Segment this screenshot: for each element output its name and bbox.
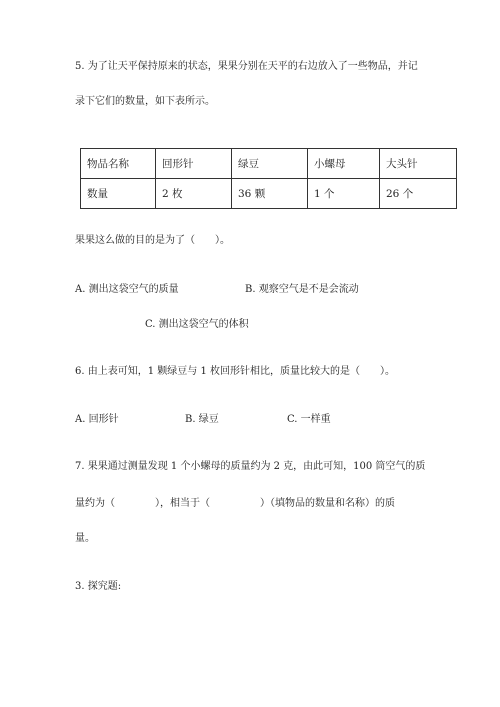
table-cell: 1 个 (308, 179, 380, 209)
items-table (80, 148, 457, 209)
q6-option-b: B. 绿豆 (185, 414, 219, 425)
q5-option-b: B. 观察空气是不是会流动 (245, 284, 359, 295)
table-cell: 小螺母 (308, 149, 380, 179)
q5-option-c: C. 测出这袋空气的体积 (145, 319, 249, 330)
q7-text-line-1: 7. 果果通过测量发现 1 个小螺母的质量约为 2 克，由此可知，100 筒空气的质 (75, 461, 426, 472)
q5-option-a: A. 测出这袋空气的质量 (75, 284, 179, 295)
q7-text-line-3: 量。 (75, 533, 95, 544)
table-cell: 绿豆 (232, 149, 308, 179)
table-cell: 数量 (81, 179, 156, 209)
table-cell: 2 枚 (156, 179, 232, 209)
q6-option-c: C. 一样重 (287, 414, 331, 425)
q5-text-line-2: 录下它们的数量，如下表所示。 (75, 96, 215, 107)
table-cell: 物品名称 (81, 149, 156, 179)
table-cell: 26 个 (380, 179, 457, 209)
q5-question: 果果这么做的目的是为了（ ）。 (75, 235, 230, 246)
table-cell: 36 颗 (232, 179, 308, 209)
q7-text-line-2: 量约为（ ），相当于（ ）（填物品的数量和名称）的质 (75, 498, 395, 509)
q5-text-line-1: 5. 为了让天平保持原来的状态，果果分别在天平的右边放入了一些物品，并记 (75, 61, 418, 72)
q6-option-a: A. 回形针 (75, 414, 119, 425)
table-cell: 大头针 (380, 149, 457, 179)
section-3-title: 3. 探究题: (75, 581, 122, 592)
table-row (81, 179, 457, 209)
table-header-row (81, 149, 457, 179)
q6-question: 6. 由上表可知，1 颗绿豆与 1 枚回形针相比，质量比较大的是（ ）。 (75, 366, 395, 377)
table-cell: 回形针 (156, 149, 232, 179)
